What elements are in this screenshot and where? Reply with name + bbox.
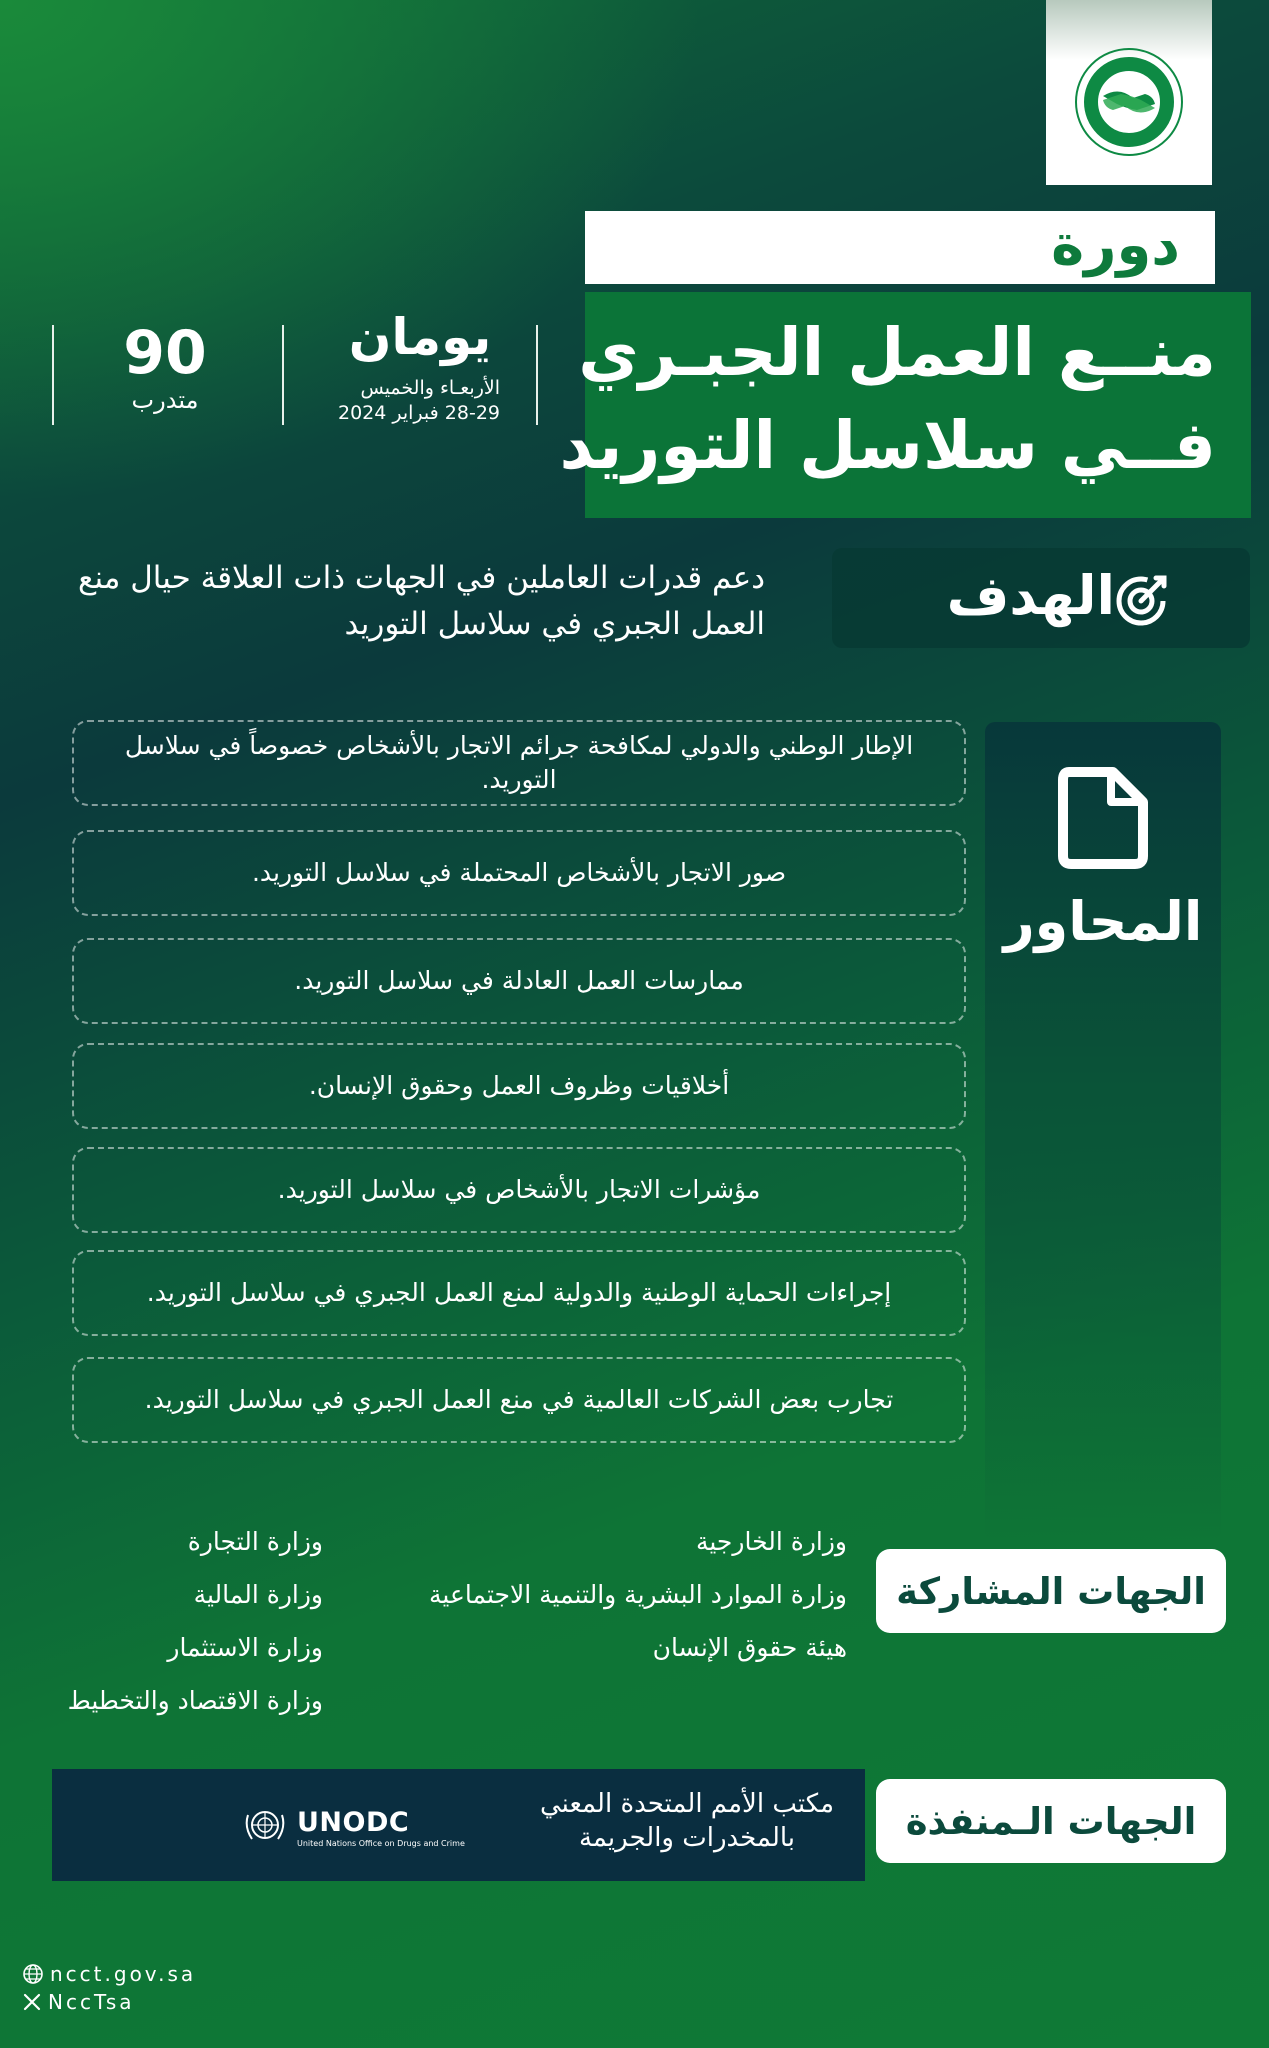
divider	[282, 325, 284, 425]
title-prefix: دورة	[1051, 213, 1180, 278]
document-icon	[1055, 766, 1151, 870]
participant-item: وزارة الخارجية	[695, 1527, 847, 1556]
axes-panel	[985, 722, 1221, 1542]
social-handle-link[interactable]	[22, 1990, 135, 2014]
implementers-bar	[52, 1769, 865, 1881]
participant-item: وزارة الاستثمار	[167, 1633, 323, 1662]
website-link[interactable]	[22, 1962, 196, 1986]
divider	[536, 325, 538, 425]
title-line-2: فــي سلاسل التوريد	[559, 407, 1216, 484]
goal-box	[832, 548, 1250, 648]
title-prefix-box	[585, 211, 1215, 284]
axis-item: الإطار الوطني والدولي لمكافحة جرائم الاتجار بالأشخاص خصوصاً في سلاسل التوريد.	[72, 720, 966, 806]
divider	[52, 325, 54, 425]
unodc-logo-name: UNODC	[297, 1807, 410, 1838]
axis-item: صور الاتجار بالأشخاص المحتملة في سلاسل التوريد.	[72, 830, 966, 916]
goal-label: الهدف	[946, 564, 1115, 627]
x-icon	[22, 1992, 42, 2012]
participants-label: الجهات المشاركة	[876, 1549, 1226, 1633]
axis-item: مؤشرات الاتجار بالأشخاص في سلاسل التوريد.	[72, 1147, 966, 1233]
trainees-count: 90	[123, 318, 207, 388]
logo-box	[1046, 0, 1212, 185]
duration: يومان	[348, 308, 492, 366]
target-icon	[1112, 570, 1170, 628]
committee-logo-icon	[1073, 46, 1185, 158]
axis-item: تجارب بعض الشركات العالمية في منع العمل الجبري في سلاسل التوريد.	[72, 1357, 966, 1443]
participant-item: وزارة التجارة	[187, 1527, 323, 1556]
title-box	[559, 292, 1251, 518]
axes-label: المحاور	[1003, 890, 1203, 953]
trainees-label: متدرب	[131, 386, 199, 414]
participant-item: وزارة الاقتصاد والتخطيط	[67, 1686, 323, 1715]
axis-item: إجراءات الحماية الوطنية والدولية لمنع العمل الجبري في سلاسل التوريد.	[72, 1250, 966, 1336]
participant-item: هيئة حقوق الإنسان	[652, 1633, 847, 1662]
participant-item: وزارة الموارد البشرية والتنمية الاجتماعية	[429, 1580, 847, 1609]
implementer-text: مكتب الأمم المتحدة المعني بالمخدرات والجريمة	[539, 1789, 835, 1853]
axis-item: أخلاقيات وظروف العمل وحقوق الإنسان.	[72, 1043, 966, 1129]
axis-item: ممارسات العمل العادلة في سلاسل التوريد.	[72, 938, 966, 1024]
unodc-logo-subtitle: United Nations Office on Drugs and Crime	[297, 1839, 465, 1848]
implementers-label: الجهات الـمنفذة	[876, 1779, 1226, 1863]
title-line-1: منــع العمل الجبـري	[578, 314, 1216, 391]
social-handle: NccTsa	[48, 1990, 135, 2014]
days-of-week: الأربعـاء والخميس	[360, 377, 500, 399]
dates: 28-29 فبراير 2024	[337, 402, 500, 424]
goal-text: دعم قدرات العاملين في الجهات ذات العلاقة حيال منع العمل الجبري في سلاسل التوريد	[77, 560, 765, 642]
website: ncct.gov.sa	[50, 1962, 197, 1986]
globe-icon	[22, 1963, 44, 1985]
participant-item: وزارة المالية	[193, 1580, 323, 1609]
un-emblem-icon	[242, 1805, 288, 1847]
